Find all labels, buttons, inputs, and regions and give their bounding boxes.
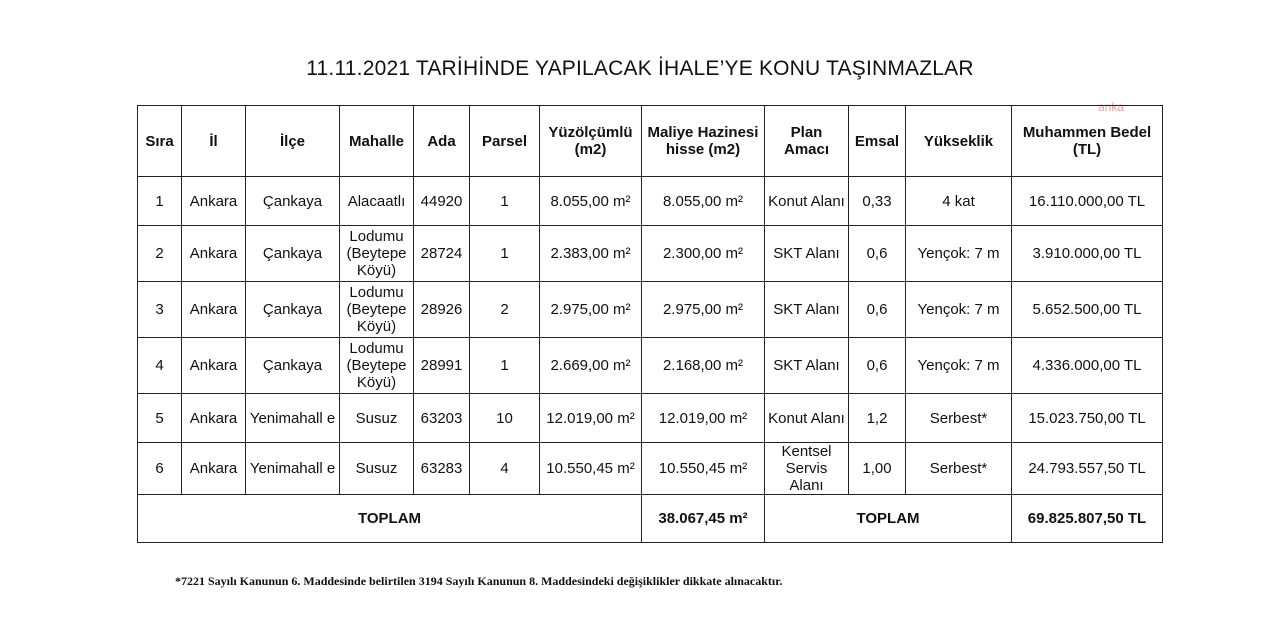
header-il: İl xyxy=(182,106,246,177)
cell-mahalle: Lodumu (Beytepe Köyü) xyxy=(340,282,414,338)
cell-yukseklik: Serbest* xyxy=(906,443,1012,495)
cell-muhammen-bedel: 3.910.000,00 TL xyxy=(1012,226,1163,282)
cell-muhammen-bedel: 5.652.500,00 TL xyxy=(1012,282,1163,338)
table-row xyxy=(138,394,1163,443)
header-ada: Ada xyxy=(414,106,470,177)
cell-emsal: 1,2 xyxy=(849,394,906,443)
cell-il: Ankara xyxy=(182,338,246,394)
cell-parsel: 2 xyxy=(470,282,540,338)
cell-sira: 5 xyxy=(138,394,182,443)
cell-ada: 28991 xyxy=(414,338,470,394)
cell-plan-amaci: Konut Alanı xyxy=(765,394,849,443)
cell-il: Ankara xyxy=(182,394,246,443)
cell-muhammen-bedel: 4.336.000,00 TL xyxy=(1012,338,1163,394)
watermark: anka xyxy=(1098,100,1125,114)
cell-yukseklik: Serbest* xyxy=(906,394,1012,443)
cell-ada: 44920 xyxy=(414,177,470,226)
footnote: *7221 Sayılı Kanunun 6. Maddesinde belirtilen 3194 Sayılı Kanunun 8. Maddesindeki değişiklikler dikkate alınacaktır. xyxy=(175,574,783,588)
cell-muhammen-bedel: 24.793.557,50 TL xyxy=(1012,443,1163,495)
cell-il: Ankara xyxy=(182,443,246,495)
cell-parsel: 4 xyxy=(470,443,540,495)
cell-hazine-hisse: 2.975,00 m² xyxy=(642,282,765,338)
cell-plan-amaci: Konut Alanı xyxy=(765,177,849,226)
cell-yukseklik: Yençok: 7 m xyxy=(906,282,1012,338)
table-row xyxy=(138,282,1163,338)
cell-plan-amaci: Kentsel Servis Alanı xyxy=(765,443,849,495)
header-mahalle: Mahalle xyxy=(340,106,414,177)
cell-yuzolcumu: 2.669,00 m² xyxy=(540,338,642,394)
cell-emsal: 0,33 xyxy=(849,177,906,226)
cell-ilce: Çankaya xyxy=(246,226,340,282)
property-table xyxy=(137,105,1163,543)
cell-hazine-hisse: 8.055,00 m² xyxy=(642,177,765,226)
cell-emsal: 0,6 xyxy=(849,282,906,338)
cell-yuzolcumu: 10.550,45 m² xyxy=(540,443,642,495)
cell-parsel: 10 xyxy=(470,394,540,443)
cell-mahalle: Alacaatlı xyxy=(340,177,414,226)
header-yuzolcumu: Yüzölçümlü (m2) xyxy=(540,106,642,177)
cell-ilce: Çankaya xyxy=(246,282,340,338)
header-row xyxy=(138,106,1163,177)
header-yukseklik: Yükseklik xyxy=(906,106,1012,177)
cell-muhammen-bedel: 16.110.000,00 TL xyxy=(1012,177,1163,226)
cell-ada: 63283 xyxy=(414,443,470,495)
cell-ada: 63203 xyxy=(414,394,470,443)
header-plan-amaci: Plan Amacı xyxy=(765,106,849,177)
table-row xyxy=(138,338,1163,394)
total-bedel: 69.825.807,50 TL xyxy=(1012,495,1163,543)
total-label-left: TOPLAM xyxy=(138,495,642,543)
header-muhammen-bedel: Muhammen Bedel (TL) xyxy=(1012,106,1163,177)
header-emsal: Emsal xyxy=(849,106,906,177)
cell-mahalle: Lodumu (Beytepe Köyü) xyxy=(340,338,414,394)
cell-yukseklik: Yençok: 7 m xyxy=(906,226,1012,282)
cell-mahalle: Susuz xyxy=(340,443,414,495)
total-label-right: TOPLAM xyxy=(765,495,1012,543)
cell-il: Ankara xyxy=(182,282,246,338)
header-hazine-hisse: Maliye Hazinesi hisse (m2) xyxy=(642,106,765,177)
header-parsel: Parsel xyxy=(470,106,540,177)
page-title: 11.11.2021 TARİHİNDE YAPILACAK İHALE’YE KONU TAŞINMAZLAR xyxy=(306,57,974,80)
header-ilce: İlçe xyxy=(246,106,340,177)
cell-ilce: Yenimahall e xyxy=(246,443,340,495)
total-row xyxy=(138,495,1163,543)
cell-ada: 28724 xyxy=(414,226,470,282)
cell-plan-amaci: SKT Alanı xyxy=(765,282,849,338)
cell-sira: 3 xyxy=(138,282,182,338)
cell-hazine-hisse: 2.300,00 m² xyxy=(642,226,765,282)
cell-mahalle: Lodumu (Beytepe Köyü) xyxy=(340,226,414,282)
cell-yuzolcumu: 2.383,00 m² xyxy=(540,226,642,282)
cell-parsel: 1 xyxy=(470,177,540,226)
cell-hazine-hisse: 12.019,00 m² xyxy=(642,394,765,443)
cell-ilce: Yenimahall e xyxy=(246,394,340,443)
cell-hazine-hisse: 10.550,45 m² xyxy=(642,443,765,495)
cell-ilce: Çankaya xyxy=(246,177,340,226)
cell-muhammen-bedel: 15.023.750,00 TL xyxy=(1012,394,1163,443)
cell-yukseklik: Yençok: 7 m xyxy=(906,338,1012,394)
cell-il: Ankara xyxy=(182,226,246,282)
header-sira: Sıra xyxy=(138,106,182,177)
cell-ilce: Çankaya xyxy=(246,338,340,394)
cell-sira: 4 xyxy=(138,338,182,394)
cell-emsal: 1,00 xyxy=(849,443,906,495)
table-row xyxy=(138,177,1163,226)
table-row xyxy=(138,226,1163,282)
cell-sira: 6 xyxy=(138,443,182,495)
cell-plan-amaci: SKT Alanı xyxy=(765,226,849,282)
cell-il: Ankara xyxy=(182,177,246,226)
cell-mahalle: Susuz xyxy=(340,394,414,443)
cell-yukseklik: 4 kat xyxy=(906,177,1012,226)
total-hisse: 38.067,45 m² xyxy=(642,495,765,543)
cell-yuzolcumu: 2.975,00 m² xyxy=(540,282,642,338)
cell-emsal: 0,6 xyxy=(849,226,906,282)
cell-parsel: 1 xyxy=(470,226,540,282)
cell-parsel: 1 xyxy=(470,338,540,394)
cell-sira: 1 xyxy=(138,177,182,226)
cell-ada: 28926 xyxy=(414,282,470,338)
cell-hazine-hisse: 2.168,00 m² xyxy=(642,338,765,394)
cell-yuzolcumu: 8.055,00 m² xyxy=(540,177,642,226)
cell-emsal: 0,6 xyxy=(849,338,906,394)
cell-sira: 2 xyxy=(138,226,182,282)
table-row xyxy=(138,443,1163,495)
cell-plan-amaci: SKT Alanı xyxy=(765,338,849,394)
cell-yuzolcumu: 12.019,00 m² xyxy=(540,394,642,443)
